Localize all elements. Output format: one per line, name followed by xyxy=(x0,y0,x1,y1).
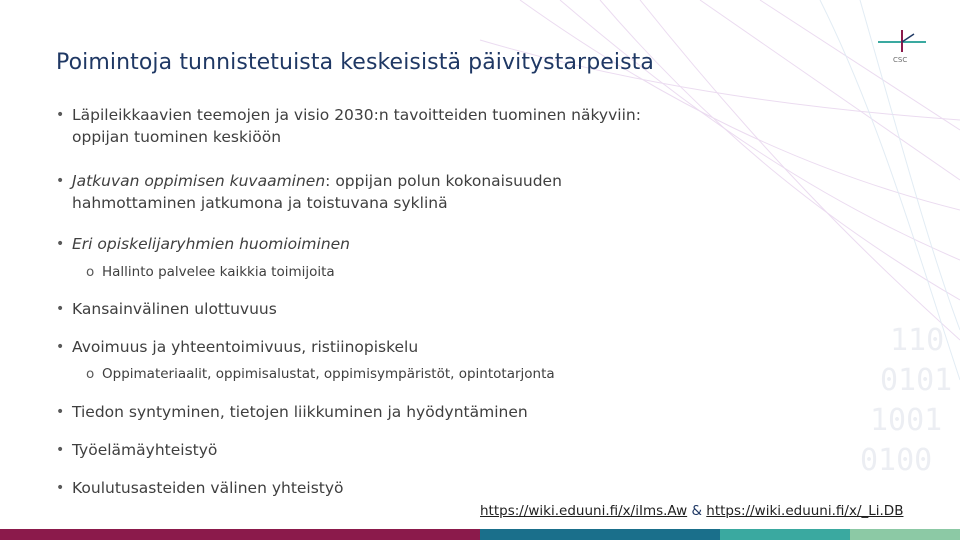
bullet-marker: • xyxy=(56,236,65,252)
wiki-link-1[interactable]: https://wiki.eduuni.fi/x/iIms.Aw xyxy=(480,503,688,519)
list-item-text: Kansainvälinen ulottuvuus xyxy=(72,300,277,318)
bullet-marker: • xyxy=(56,173,65,189)
bullet-marker: • xyxy=(56,404,65,420)
footer-segment-blue xyxy=(480,529,720,540)
sub-list-item-text: Hallinto palvelee kaikkia toimijoita xyxy=(102,264,335,280)
reference-links xyxy=(480,503,903,519)
list-item xyxy=(56,439,217,461)
list-item-text: Työelämäyhteistyö xyxy=(72,441,218,459)
csc-logo xyxy=(874,28,930,68)
list-item xyxy=(56,170,562,214)
wiki-link-2[interactable]: https://wiki.eduuni.fi/x/_Li.DB xyxy=(706,503,904,519)
list-item xyxy=(56,336,418,358)
footer-segment-green xyxy=(850,529,960,540)
cross-arrow-logo-icon xyxy=(874,28,930,68)
bullet-marker: • xyxy=(56,301,65,317)
svg-text:1001: 1001 xyxy=(870,403,943,438)
list-item-text: Eri opiskelijaryhmien huomioiminen xyxy=(72,235,351,253)
list-item xyxy=(56,104,641,148)
sub-bullet-marker: o xyxy=(86,366,95,382)
sub-list-item xyxy=(86,364,555,384)
sub-bullet-marker: o xyxy=(86,264,95,280)
list-item xyxy=(56,233,350,255)
svg-text:110: 110 xyxy=(890,323,945,358)
list-item-text: Läpileikkaavien teemojen ja visio 2030:n tavoitteiden tuominen näkyviin: oppijan tuominen keskiöön xyxy=(72,106,641,146)
sub-list-item xyxy=(86,262,335,282)
footer-color-bar xyxy=(0,529,960,540)
footer-segment-teal xyxy=(720,529,850,540)
list-item-text: Jatkuvan oppimisen kuvaaminen: oppijan polun kokonaisuuden hahmottaminen jatkumona ja toistuvana syklinä xyxy=(72,172,562,212)
svg-text:0100: 0100 xyxy=(860,443,933,478)
logo-text: CSC xyxy=(893,56,908,64)
list-item-text: Koulutusasteiden välinen yhteistyö xyxy=(72,479,344,497)
bullet-marker: • xyxy=(56,442,65,458)
list-item xyxy=(56,401,528,423)
list-item-text: Avoimuus ja yhteentoimivuus, ristiinopiskelu xyxy=(72,338,419,356)
bullet-marker: • xyxy=(56,107,65,123)
page-title: Poimintoja tunnistetuista keskeisistä päivitystarpeista xyxy=(56,50,654,75)
svg-text:0101: 0101 xyxy=(880,363,953,398)
list-item xyxy=(56,298,277,320)
footer-segment-magenta xyxy=(0,529,480,540)
bullet-marker: • xyxy=(56,480,65,496)
sub-list-item-text: Oppimateriaalit, oppimisalustat, oppimisympäristöt, opintotarjonta xyxy=(102,366,555,382)
link-separator: & xyxy=(691,503,702,519)
list-item-text: Tiedon syntyminen, tietojen liikkuminen ja hyödyntäminen xyxy=(72,403,528,421)
bullet-marker: • xyxy=(56,339,65,355)
list-item xyxy=(56,477,344,499)
